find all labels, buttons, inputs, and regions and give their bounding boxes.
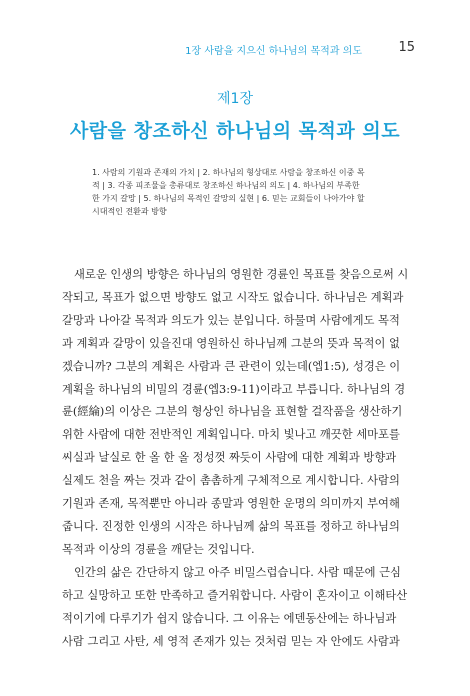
paragraph — [62, 264, 410, 562]
text-line: 목적과 이상의 경륜을 깨닫는 것입니다. — [62, 542, 255, 556]
text-line: 사람 그리고 사탄, 세 영적 존재가 있는 것처럼 믿는 자 안에도 사람과 — [62, 634, 400, 648]
contents-line: 1. 사람의 기원과 존재의 가치 | 2. 하나님의 형상대로 사람을 창조하신 이중 목 — [92, 168, 365, 177]
page-header — [0, 0, 470, 64]
contents-line: 시대적인 전환과 방향 — [92, 207, 167, 216]
text-line: 기원과 존재, 목적뿐만 아니라 종말과 영원한 운명의 의미까지 부여해 — [62, 497, 400, 511]
page-number: 15 — [398, 40, 415, 55]
text-line: 줍니다. 진정한 인생의 시작은 하나님께 삶의 목표를 정하고 하나님의 — [62, 519, 400, 533]
text-line: 계획을 하나님의 비밀의 경륜(엡3:9-11)이라고 부릅니다. 하나님의 경 — [62, 382, 406, 396]
paragraph — [62, 562, 410, 654]
text-line: 과 계획과 갈망이 있을진대 영원하신 하나님께 그분의 뜻과 목적이 없 — [62, 336, 400, 350]
text-line: 겠습니까? 그분의 계획은 사람과 큰 관련이 있는데(엡1:5), 성경은 이 — [62, 359, 401, 373]
text-line: 인간의 삶은 간단하지 않고 아주 비밀스럽습니다. 사람 때문에 근심 — [74, 565, 401, 579]
chapter-contents — [92, 166, 392, 218]
text-line: 갈망과 나아갈 목적과 의도가 있는 분입니다. 하물며 사람에게도 목적 — [62, 313, 400, 327]
text-line: 적이기에 다루기가 쉽지 않습니다. 그 이유는 에덴동산에는 하나님과 — [62, 611, 397, 625]
body-text — [62, 264, 410, 653]
text-line: 하고 실망하고 또한 만족하고 즐거워합니다. 사람이 혼자이고 이해타산 — [62, 588, 408, 602]
running-head: 1장 사람을 지으신 하나님의 목적과 의도 — [185, 46, 362, 57]
text-line: 씨실과 날실로 한 올 한 올 정성껏 짜듯이 사람에 대한 계획과 방향과 — [62, 451, 397, 465]
chapter-title: 사람을 창조하신 하나님의 목적과 의도 — [69, 120, 401, 142]
text-line: 위한 사람에 대한 전반적인 계획입니다. 마치 빛나고 깨끗한 세마포를 — [62, 428, 400, 442]
text-line: 실제도 천을 짜는 것과 같이 촘촘하게 구체적으로 계시합니다. 사람의 — [62, 474, 400, 488]
text-line: 륜(經綸)의 이상은 그분의 형상인 하나님을 표현할 걸작품을 생산하기 — [62, 405, 403, 419]
contents-line: 한 가지 갈망 | 5. 하나님의 목적인 갈망의 실현 | 6. 믿는 교회들이 나아가야 할 — [92, 194, 365, 203]
contents-line: 적 | 3. 각종 피조물을 총류대로 창조하신 하나님의 의도 | 4. 하나님의 부족한 — [92, 181, 360, 190]
text-line: 작되고, 목표가 없으면 방향도 없고 시작도 없습니다. 하나님은 계획과 — [62, 290, 404, 304]
chapter-label: 제1장 — [217, 91, 253, 107]
text-line: 새로운 인생의 방향은 하나님의 영원한 경륜인 목표를 찾음으로써 시 — [74, 268, 409, 281]
